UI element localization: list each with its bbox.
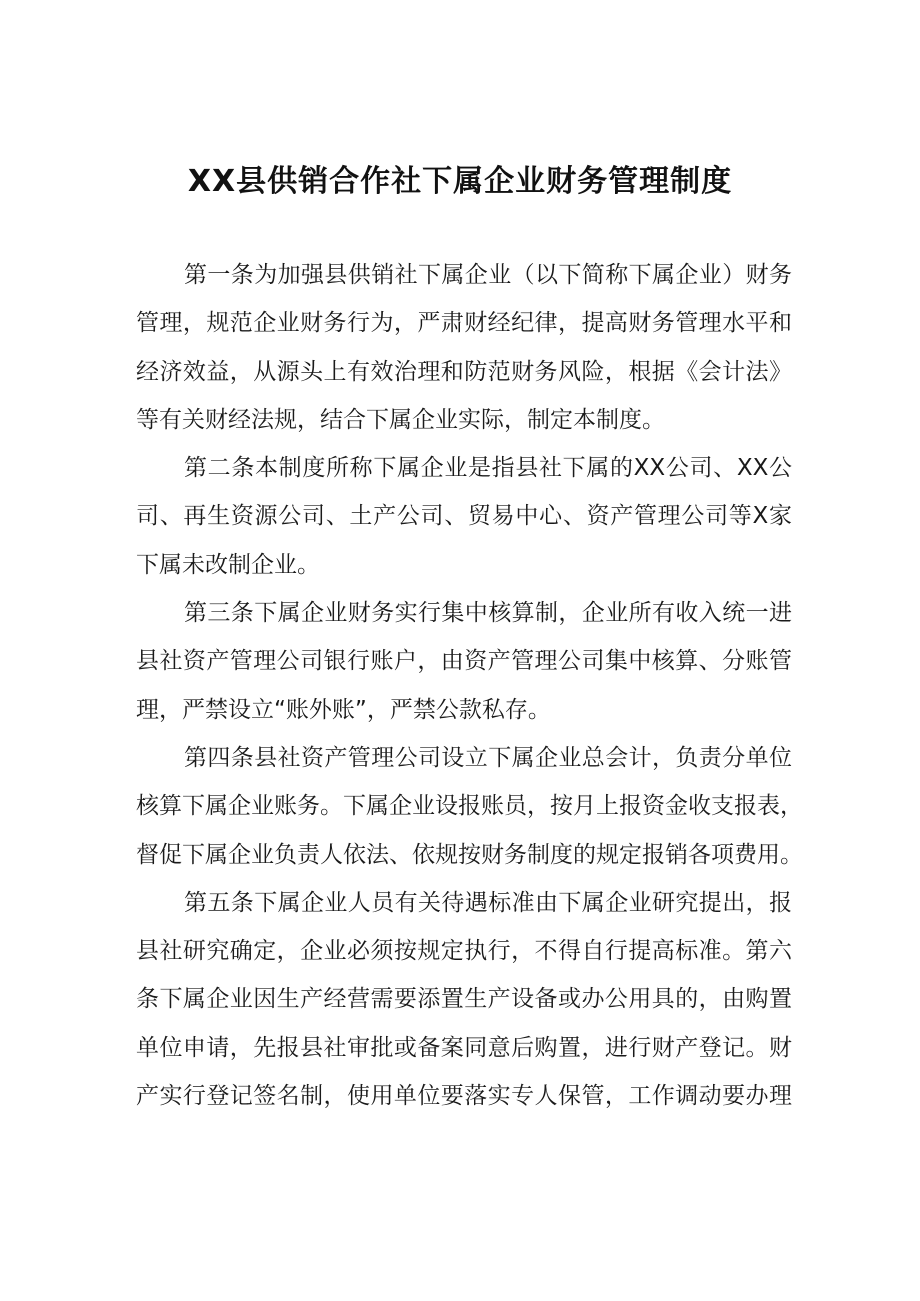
paragraph-line: 等有关财经法规，结合下属企业实际，制定本制度。 <box>136 406 665 433</box>
paragraph-line: 第四条县社资产管理公司设立下属企业总会计，负责分单位 <box>184 744 792 771</box>
paragraph-line: 第五条下属企业人员有关待遇标准由下属企业研究提出，报 <box>184 889 792 916</box>
document-body <box>136 251 803 1120</box>
paragraph-article-3 <box>136 589 792 734</box>
paragraph-line: 督促下属企业负责人依法、依规按财务制度的规定报销各项费用。 <box>136 841 803 868</box>
paragraph-line: 核算下属企业账务。下属企业设报账员，按月上报资金收支报表， <box>136 793 803 820</box>
paragraph-article-1 <box>136 251 792 444</box>
paragraph-line: 条下属企业因生产经营需要添置生产设备或办公用具的，由购置 <box>136 986 792 1013</box>
paragraph-line: 单位申请，先报县社审批或备案同意后购置，进行财产登记。财 <box>136 1034 792 1061</box>
paragraph-line: 第三条下属企业财务实行集中核算制，企业所有收入统一进 <box>184 600 792 627</box>
paragraph-article-5 <box>136 879 792 1120</box>
paragraph-line: 第二条本制度所称下属企业是指县社下属的XX公司、XX公 <box>184 455 792 482</box>
paragraph-line: 县社资产管理公司银行账户，由资产管理公司集中核算、分账管 <box>136 648 792 675</box>
paragraph-line: 司、再生资源公司、土产公司、贸易中心、资产管理公司等X家 <box>136 503 792 530</box>
paragraph-line: 经济效益，从源头上有效治理和防范财务风险，根据《会计法》 <box>136 358 792 385</box>
paragraph-line: 产实行登记签名制，使用单位要落实专人保管，工作调动要办理 <box>136 1083 792 1110</box>
paragraph-article-4 <box>136 734 803 879</box>
document-title: XX县供销合作社下属企业财务管理制度 <box>187 164 733 199</box>
paragraph-line: 管理，规范企业财务行为，严肃财经纪律，提高财务管理水平和 <box>136 310 792 337</box>
paragraph-line: 下属未改制企业。 <box>136 551 320 578</box>
paragraph-line: 县社研究确定，企业必须按规定执行，不得自行提高标准。第六 <box>136 938 792 965</box>
paragraph-line: 理，严禁设立“账外账”，严禁公款私存。 <box>136 696 551 723</box>
paragraph-article-2 <box>136 444 792 589</box>
paragraph-line: 第一条为加强县供销社下属企业（以下简称下属企业）财务 <box>184 262 792 288</box>
